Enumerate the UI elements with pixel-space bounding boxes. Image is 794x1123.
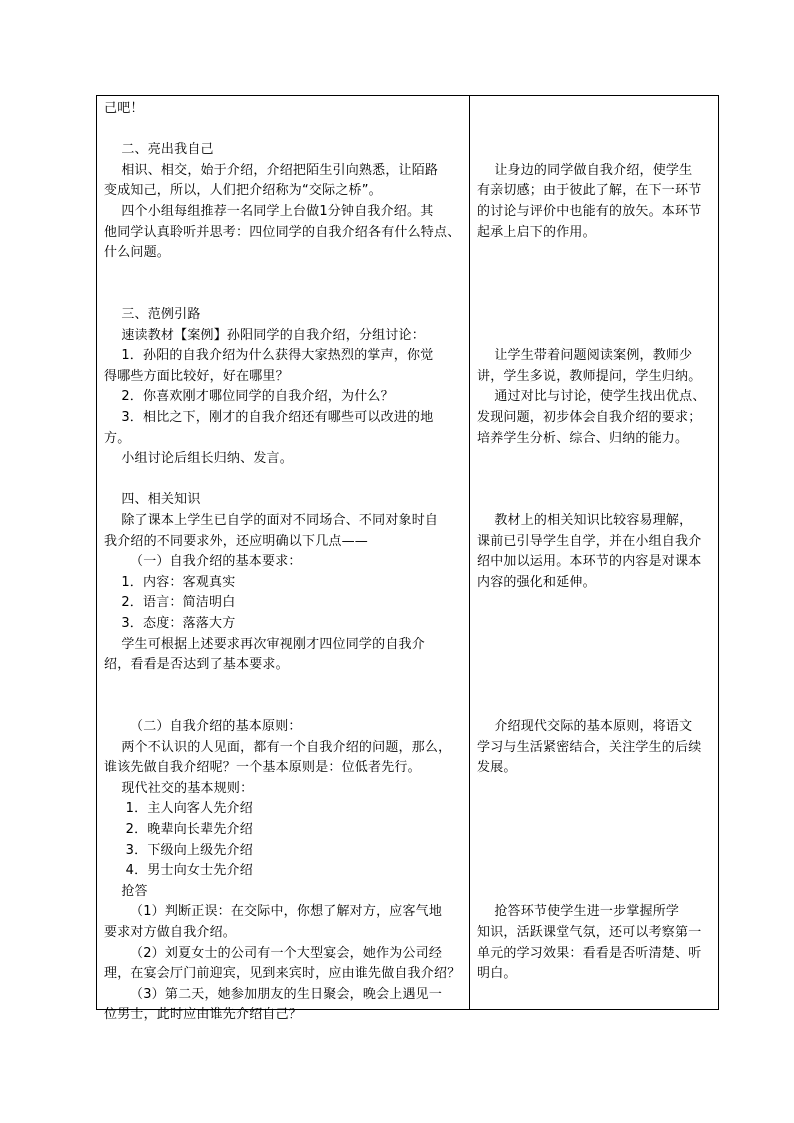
content-line: 抢答 xyxy=(104,883,148,899)
content-line: 2．语言：简洁明白 xyxy=(104,595,236,611)
content-line: （1）判断正误：在交际中，你想了解对方，应客气地 xyxy=(104,904,443,920)
content-line: 2．你喜欢刚才哪位同学的自我介绍，为什么？ xyxy=(104,389,394,405)
content-line: 我介绍的不同要求外，还应明确以下几点—— xyxy=(104,533,369,549)
intent-line: 发现问题，初步体会自我介绍的要求； xyxy=(477,410,702,425)
content-line: 位男士，此时应由谁先介绍自己？ xyxy=(104,1007,303,1023)
content-line: （一）自我介绍的基本要求： xyxy=(104,554,302,570)
intent-line: 让身边的同学做自我介绍，使学生 xyxy=(477,162,693,178)
column-divider xyxy=(469,96,470,1009)
content-line: （二）自我介绍的基本原则： xyxy=(104,719,302,734)
intent-line: 讲，学生多说，教师提问，学生归纳。 xyxy=(477,368,702,384)
content-line: 3．相比之下，刚才的自我介绍还有哪些可以改进的地 xyxy=(104,410,434,425)
intent-line: 知识，活跃课堂气氛，还可以考察第一 xyxy=(477,925,702,940)
content-line: 3．下级向上级先介绍 xyxy=(104,842,253,858)
content-line: 绍，看看是否达到了基本要求。 xyxy=(104,657,289,673)
content-line: 1．孙阳的自我介绍为什么获得大家热烈的掌声，你觉 xyxy=(104,348,434,364)
content-line: 三、范例引路 xyxy=(104,307,201,322)
content-line: 学生可根据上述要求再次审视刚才四位同学的自我介 xyxy=(104,636,425,652)
content-line: 现代社交的基本规则： xyxy=(104,780,254,796)
intent-line: 通过对比与讨论，使学生找出优点、 xyxy=(477,389,706,405)
intent-line: 有亲切感；由于彼此了解，在下一环节 xyxy=(477,183,702,199)
intent-line: 起承上启下的作用。 xyxy=(477,224,596,240)
content-line: 四、相关知识 xyxy=(104,492,201,508)
intent-line: 内容的强化和延伸。 xyxy=(477,574,596,590)
intent-line: 介绍现代交际的基本原则，将语文 xyxy=(477,719,693,734)
content-line: 2．晚辈向长辈先介绍 xyxy=(104,822,253,837)
content-line: 要求对方做自我介绍。 xyxy=(104,925,237,940)
intent-line: 明白。 xyxy=(477,966,517,982)
intent-line: 教材上的相关知识比较容易理解， xyxy=(477,513,693,528)
content-line: （2）刘夏女士的公司有一个大型宴会，她作为公司经 xyxy=(104,945,443,961)
intent-line: 单元的学习效果：看看是否听清楚、听 xyxy=(477,945,702,961)
content-line: 什么问题。 xyxy=(104,245,171,261)
intent-line: 让学生带着问题阅读案例，教师少 xyxy=(477,348,693,364)
content-line: 变成知己，所以，人们把介绍称为“交际之桥”。 xyxy=(104,183,382,199)
content-line: 他同学认真聆听并思考：四位同学的自我介绍各有什么特点、 xyxy=(104,224,461,240)
content-line: 3．态度：落落大方 xyxy=(104,616,236,631)
intent-line: 的讨论与评价中也能有的放矢。本环节 xyxy=(477,204,702,219)
intent-line: 培养学生分析、综合、归纳的能力。 xyxy=(477,430,689,446)
content-line: 四个小组每组推荐一名同学上台做1分钟自我介绍。其 xyxy=(104,204,434,219)
content-line: 除了课本上学生已自学的面对不同场合、不同对象时自 xyxy=(104,513,439,528)
lesson-table xyxy=(96,95,719,1023)
content-line: 己吧！ xyxy=(104,101,144,116)
intent-line: 发展。 xyxy=(477,760,517,776)
content-line: 相识、相交，始于介绍，介绍把陌生引向熟悉，让陌路 xyxy=(104,162,439,178)
content-line: 4．男士向女士先介绍 xyxy=(104,863,253,879)
content-line: 得哪些方面比较好，好在哪里？ xyxy=(104,368,289,384)
content-line: 方。 xyxy=(104,430,131,446)
content-line: 1．主人向客人先介绍 xyxy=(104,801,253,817)
intent-line: 绍中加以运用。本环节的内容是对课本 xyxy=(477,554,702,570)
content-line: 1．内容：客观真实 xyxy=(104,574,236,590)
content-line: 二、亮出我自己 xyxy=(104,142,214,158)
intent-line: 学习与生活紧密结合，关注学生的后续 xyxy=(477,739,702,755)
content-line: 两个不认识的人见面，都有一个自我介绍的问题，那么， xyxy=(104,739,452,755)
content-line: 谁该先做自我介绍呢？一个基本原则是：位低者先行。 xyxy=(104,760,421,776)
content-line: 速读教材【案例】孙阳同学的自我介绍，分组讨论： xyxy=(104,327,425,343)
intent-line: 课前已引导学生自学，并在小组自我介 xyxy=(477,533,702,549)
content-line: 理，在宴会厅门前迎宾，见到来宾时，应由谁先做自我介绍？ xyxy=(104,966,461,982)
content-line: 小组讨论后组长归纳、发言。 xyxy=(104,451,293,467)
content-line: （3）第二天，她参加朋友的生日聚会，晚会上遇见一 xyxy=(104,986,443,1002)
intent-line: 抢答环节使学生进一步掌握所学 xyxy=(477,904,680,920)
